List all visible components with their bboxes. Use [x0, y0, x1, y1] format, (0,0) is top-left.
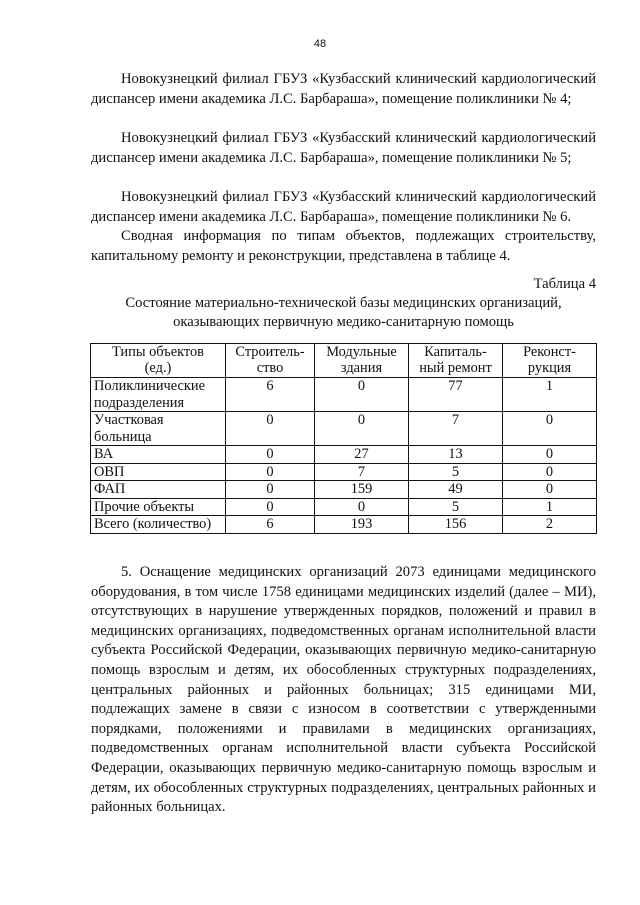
- header-reconstruction: Реконст- рукция: [503, 344, 597, 378]
- modular-cell: 0: [315, 378, 409, 412]
- table-row: [91, 516, 597, 534]
- item-5-paragraph: 5. Оснащение медицинских организаций 2073 единицами медицинского оборудования, в том числе 1758 единицами медицинских изделий (далее – МИ), отсутствующих в нарушение утвержденных порядков, положений и правил в медицинских организациях, подведомственных органам исполнительной власти субъекта Российской Федерации, оказывающих первичную медико-санитарную помощь взрослым и детям, их обособленных структурных подразделениях, центральных районных и районных больницах; 315 единицами МИ, подлежащих замене в связи с износом в соответствии с утвержденными порядками, положениями и правилами в медицинских организациях, подведомственных органам исполнительной власти субъекта Российской Федерации, оказывающих первичную медико-санитарную помощь взрослым и детям, их обособленных структурных подразделениях, центральных районных и районных больницах.: [91, 564, 596, 816]
- header-construction: Строитель- ство: [226, 344, 315, 378]
- reconstruction-cell: 2: [503, 516, 597, 534]
- modular-cell: 193: [315, 516, 409, 534]
- table-title: [90, 294, 597, 332]
- construction-cell: 6: [226, 378, 315, 412]
- repair-cell: 13: [409, 446, 503, 464]
- modular-cell: 159: [315, 481, 409, 499]
- repair-cell: 77: [409, 378, 503, 412]
- reconstruction-cell: 0: [503, 463, 597, 481]
- construction-cell: 0: [226, 446, 315, 464]
- intro-paragraph-2: Новокузнецкий филиал ГБУЗ «Кузбасский клинический кардиологический диспансер имени академика Л.С. Барбараша», помещение поликлиники № 5;: [91, 130, 596, 166]
- repair-cell: 156: [409, 516, 503, 534]
- intro-paragraph-3: Новокузнецкий филиал ГБУЗ «Кузбасский клинический кардиологический диспансер имени академика Л.С. Барбараша», помещение поликлиники № 6.: [91, 189, 596, 225]
- repair-cell: 5: [409, 463, 503, 481]
- construction-cell: 0: [226, 498, 315, 516]
- object-type-cell: Участковая больница: [91, 412, 226, 446]
- table-title-line: Состояние материально-технической базы медицинских организаций,: [125, 295, 562, 311]
- construction-cell: 0: [226, 412, 315, 446]
- table-row: [91, 412, 597, 446]
- modular-cell: 7: [315, 463, 409, 481]
- header-object-type: Типы объектов (ед.): [91, 344, 226, 378]
- intro-paragraph-4: Сводная информация по типам объектов, подлежащих строительству, капитальному ремонту и реконструкции, представлена в таблице 4.: [91, 228, 596, 264]
- reconstruction-cell: 1: [503, 498, 597, 516]
- construction-cell: 0: [226, 481, 315, 499]
- reconstruction-cell: 1: [503, 378, 597, 412]
- table-row: [91, 463, 597, 481]
- reconstruction-cell: 0: [503, 412, 597, 446]
- reconstruction-cell: 0: [503, 481, 597, 499]
- table-row: [91, 481, 597, 499]
- repair-cell: 49: [409, 481, 503, 499]
- page-number: 48: [313, 38, 327, 50]
- header-modular: Модульные здания: [315, 344, 409, 378]
- modular-cell: 27: [315, 446, 409, 464]
- reconstruction-cell: 0: [503, 446, 597, 464]
- modular-cell: 0: [315, 412, 409, 446]
- objects-table: [90, 343, 597, 534]
- repair-cell: 5: [409, 498, 503, 516]
- object-type-cell: Прочие объекты: [91, 498, 226, 516]
- object-type-cell: ОВП: [91, 463, 226, 481]
- table-title-line: оказывающих первичную медико-санитарную помощь: [173, 314, 514, 330]
- construction-cell: 6: [226, 516, 315, 534]
- repair-cell: 7: [409, 412, 503, 446]
- object-type-cell: Поликлинические подразделения: [91, 378, 226, 412]
- construction-cell: 0: [226, 463, 315, 481]
- object-type-cell: ВА: [91, 446, 226, 464]
- table-row: [91, 378, 597, 412]
- table-header-row: [91, 344, 597, 378]
- object-type-cell: Всего (количество): [91, 516, 226, 534]
- object-type-cell: ФАП: [91, 481, 226, 499]
- table-row: [91, 446, 597, 464]
- header-capital-repair: Капиталь- ный ремонт: [409, 344, 503, 378]
- table-row: [91, 498, 597, 516]
- modular-cell: 0: [315, 498, 409, 516]
- intro-paragraph-1: Новокузнецкий филиал ГБУЗ «Кузбасский клинический кардиологический диспансер имени академика Л.С. Барбараша», помещение поликлиники № 4;: [91, 71, 596, 107]
- table-caption: Таблица 4: [533, 276, 596, 292]
